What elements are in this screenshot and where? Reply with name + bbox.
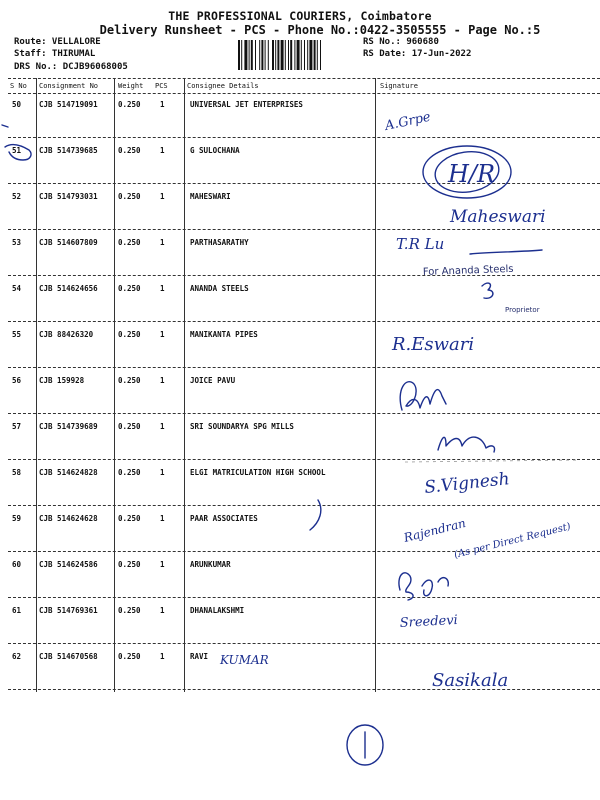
- table-row: [0, 508, 600, 554]
- row-weight: 0.250: [118, 376, 141, 385]
- header-top-rule: [8, 78, 600, 79]
- row-consignee: MAHESWARI: [190, 192, 231, 201]
- row-separator: [8, 643, 600, 644]
- table-row: [0, 94, 600, 140]
- column-header-consignee: Consignee Details: [187, 82, 259, 90]
- table-row: [0, 324, 600, 370]
- row-consignee: UNIVERSAL JET ENTERPRISES: [190, 100, 303, 109]
- row-consignment-no: CJB 159928: [39, 376, 85, 385]
- row-consignee: MANIKANTA PIPES: [190, 330, 258, 339]
- row-separator: [8, 275, 600, 276]
- row-weight: 0.250: [118, 422, 141, 431]
- row-pcs: 1: [160, 238, 165, 247]
- row-sno: 60: [12, 560, 22, 569]
- row-consignee: DHANALAKSHMI: [190, 606, 245, 615]
- signature-row-50: A.Grpe: [383, 109, 432, 134]
- row-consignment-no: CJB 514624586: [39, 560, 98, 569]
- document-subtitle: Delivery Runsheet - PCS - Phone No.:0422-3505555 - Page No.:5: [99, 23, 541, 37]
- column-header-consignment: Consignment No: [39, 82, 99, 90]
- row-sno: 56: [12, 376, 22, 385]
- handwritten-ravi-suffix: KUMAR: [220, 653, 269, 667]
- row-consignee: ARUNKUMAR: [190, 560, 231, 569]
- column-header-signature: Signature: [380, 82, 418, 90]
- table-row: [0, 232, 600, 278]
- row-consignment-no: CJB 514670568: [39, 652, 98, 661]
- column-header-weight: Weight: [118, 82, 144, 90]
- row-consignee: PARTHASARATHY: [190, 238, 249, 247]
- barcode: [238, 40, 356, 70]
- row-consignment-no: CJB 514769361: [39, 606, 98, 615]
- row-sno: 59: [12, 514, 22, 523]
- row-separator: [8, 321, 600, 322]
- row-sno: 58: [12, 468, 22, 477]
- signature-row-58: S.Vignesh: [423, 469, 511, 498]
- row-sno: 62: [12, 652, 22, 661]
- row-consignee: ELGI MATRICULATION HIGH SCHOOL: [190, 468, 326, 477]
- table-row: [0, 416, 600, 462]
- row-weight: 0.250: [118, 146, 141, 155]
- row-weight: 0.250: [118, 560, 141, 569]
- row-consignee: PAAR ASSOCIATES: [190, 514, 258, 523]
- row-separator: [8, 505, 600, 506]
- row-pcs: 1: [160, 100, 165, 109]
- row-sno: 51: [12, 146, 22, 155]
- row-weight: 0.250: [118, 192, 141, 201]
- row-separator: [8, 413, 600, 414]
- row-consignee: SRI SOUNDARYA SPG MILLS: [190, 422, 294, 431]
- signature-row-59-note: (As per Direct Request): [453, 521, 572, 561]
- column-header-sno: S No: [10, 82, 27, 90]
- row-weight: 0.250: [118, 100, 141, 109]
- table-row: [0, 646, 600, 692]
- row-separator: [8, 137, 600, 138]
- row-pcs: 1: [160, 146, 165, 155]
- row-separator: [8, 183, 600, 184]
- row-consignment-no: CJB 514624656: [39, 284, 98, 293]
- row-consignment-no: CJB 514793031: [39, 192, 98, 201]
- table-row: [0, 278, 600, 324]
- row-pcs: 1: [160, 514, 165, 523]
- signature-row-51: H/R: [448, 160, 496, 188]
- row-weight: 0.250: [118, 284, 141, 293]
- row-sno: 54: [12, 284, 22, 293]
- row-weight: 0.250: [118, 330, 141, 339]
- staff-label: Staff: THIRUMAL: [14, 49, 96, 59]
- row-pcs: 1: [160, 422, 165, 431]
- signature-row-62: Sasikala: [432, 670, 509, 691]
- row-consignee: JOICE PAVU: [190, 376, 236, 385]
- row-weight: 0.250: [118, 606, 141, 615]
- signature-row-55: R.Eswari: [392, 334, 475, 355]
- row-weight: 0.250: [118, 652, 141, 661]
- row-pcs: 1: [160, 606, 165, 615]
- row-pcs: 1: [160, 192, 165, 201]
- row-pcs: 1: [160, 468, 165, 477]
- row-consignee: RAVI: [190, 652, 209, 661]
- rs-number: RS No.: 960680: [363, 37, 439, 47]
- column-header-pcs: PCS: [155, 82, 168, 90]
- row-separator: [8, 689, 600, 690]
- row-consignee: G SULOCHANA: [190, 146, 240, 155]
- row-sno: 55: [12, 330, 22, 339]
- row-sno: 57: [12, 422, 22, 431]
- signature-row-53: T.R Lu: [396, 235, 445, 253]
- signature-row-59-name: Rajendran: [402, 516, 468, 545]
- drs-number: DRS No.: DCJB96068005: [14, 62, 128, 72]
- row-sno: 50: [12, 100, 22, 109]
- row-consignment-no: CJB 88426320: [39, 330, 94, 339]
- row-consignment-no: CJB 514739689: [39, 422, 98, 431]
- table-row: [0, 600, 600, 646]
- row-consignment-no: CJB 514624628: [39, 514, 98, 523]
- row-pcs: 1: [160, 284, 165, 293]
- row-consignment-no: CJB 514624828: [39, 468, 98, 477]
- row-pcs: 1: [160, 330, 165, 339]
- row-separator: [8, 597, 600, 598]
- table-row: [0, 140, 600, 186]
- row-pcs: 1: [160, 376, 165, 385]
- row-weight: 0.250: [118, 468, 141, 477]
- rs-date: RS Date: 17-Jun-2022: [363, 49, 472, 59]
- row-consignment-no: CJB 514739685: [39, 146, 98, 155]
- row-sno: 61: [12, 606, 22, 615]
- row-pcs: 1: [160, 652, 165, 661]
- row-separator: [8, 551, 600, 552]
- row-consignee: ANANDA STEELS: [190, 284, 249, 293]
- row-separator: [8, 459, 600, 460]
- row-weight: 0.250: [118, 238, 141, 247]
- table-row: [0, 186, 600, 232]
- row-separator: [8, 229, 600, 230]
- stamp-row-54-company: For Ananda Steels: [422, 263, 514, 278]
- row-pcs: 1: [160, 560, 165, 569]
- bottom-circle-mark: [347, 725, 383, 765]
- row-sno: 52: [12, 192, 22, 201]
- route-label: Route: VELLALORE: [14, 37, 101, 47]
- table-row: [0, 370, 600, 416]
- signature-row-52: Maheswari: [450, 207, 546, 227]
- stamp-row-54-proprietor: Proprietor: [505, 306, 540, 314]
- document-title: THE PROFESSIONAL COURIERS, Coimbatore: [168, 9, 432, 23]
- row-weight: 0.250: [118, 514, 141, 523]
- table-row: [0, 462, 600, 508]
- row-consignment-no: CJB 514607809: [39, 238, 98, 247]
- row-sno: 53: [12, 238, 22, 247]
- table-row: [0, 554, 600, 600]
- row-separator: [8, 367, 600, 368]
- signature-row-61: Sreedevi: [399, 612, 459, 631]
- row-consignment-no: CJB 514719091: [39, 100, 98, 109]
